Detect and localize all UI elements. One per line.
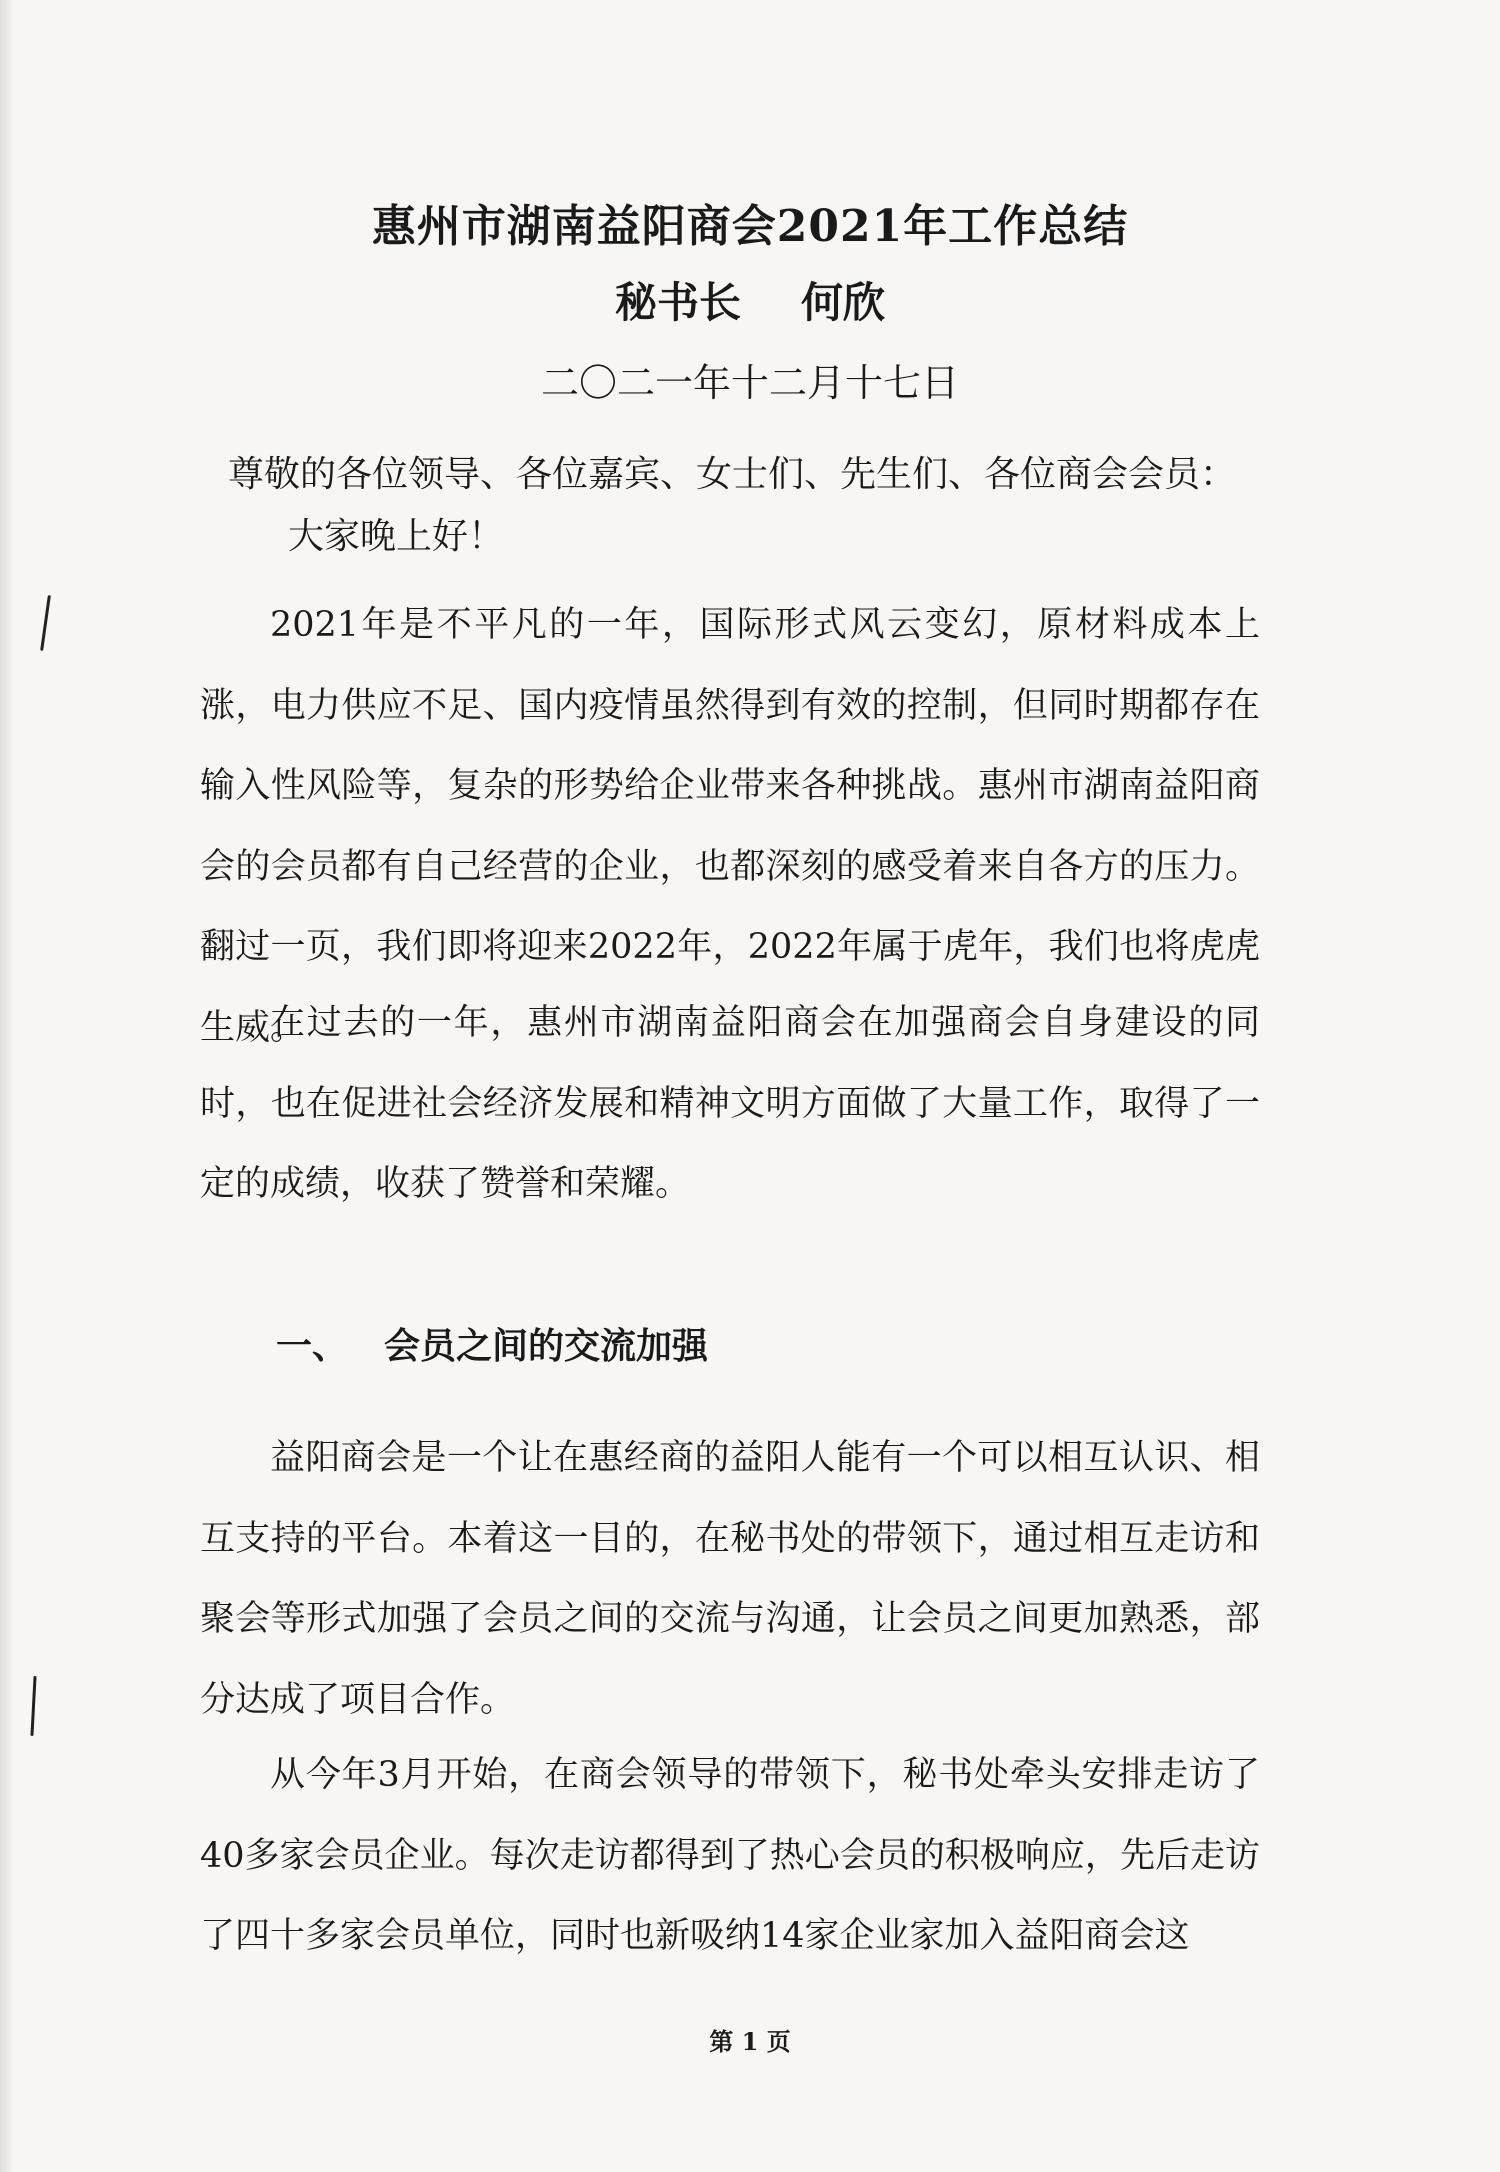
page-number: 第 1 页 xyxy=(709,2027,791,2056)
section-number: 一、 xyxy=(276,1326,349,1367)
paragraph-platform: 益阳商会是一个让在惠经商的益阳人能有一个可以相互认识、相互支持的平台。本着这一目的，在秘书处的带领下，通过相互走访和聚会等形式加强了会员之间的交流与沟通，让会员之间更加熟悉，部分达成了项目合作。 xyxy=(200,1438,1260,1720)
document-date: 二〇二一年十二月十七日 xyxy=(540,361,959,405)
pen-mark xyxy=(30,1676,36,1736)
paragraph-intro: 2021年是不平凡的一年，国际形式风云变幻，原材料成本上涨，电力供应不足、国内疫情虽然得到有效的控制，但同时期都存在输入性风险等，复杂的形势给企业带来各种挑战。惠州市湖南益阳商会的会员都有自己经营的企业，也都深刻的感受着来自各方的压力。翻过一页，我们即将迎来2022年，2022年属于虎年，我们也将虎虎生威。 xyxy=(200,605,1260,1048)
greeting: 大家晚上好！ xyxy=(288,516,505,557)
pen-mark xyxy=(40,595,51,651)
document-title: 惠州市湖南益阳商会2021年工作总结 xyxy=(371,201,1129,252)
author-role: 秘书长 xyxy=(614,278,741,327)
salutation: 尊敬的各位领导、各位嘉宾、女士们、先生们、各位商会会员： xyxy=(228,454,1237,495)
section-title: 会员之间的交流加强 xyxy=(384,1326,709,1367)
author-name: 何欣 xyxy=(801,278,886,327)
paragraph-summary: 在过去的一年，惠州市湖南益阳商会在加强商会自身建设的同时，也在促进社会经济发展和精神文明方面做了大量工作，取得了一定的成绩，收获了赞誉和荣耀。 xyxy=(200,1003,1260,1204)
paragraph-visits: 从今年3月开始，在商会领导的带领下，秘书处牵头安排走访了40多家会员企业。每次走访都得到了热心会员的积极响应，先后走访了四十多家会员单位，同时也新吸纳14家企业家加入益阳商会这 xyxy=(200,1755,1260,1956)
author-line xyxy=(0,270,1500,330)
section-heading xyxy=(276,1318,708,1369)
